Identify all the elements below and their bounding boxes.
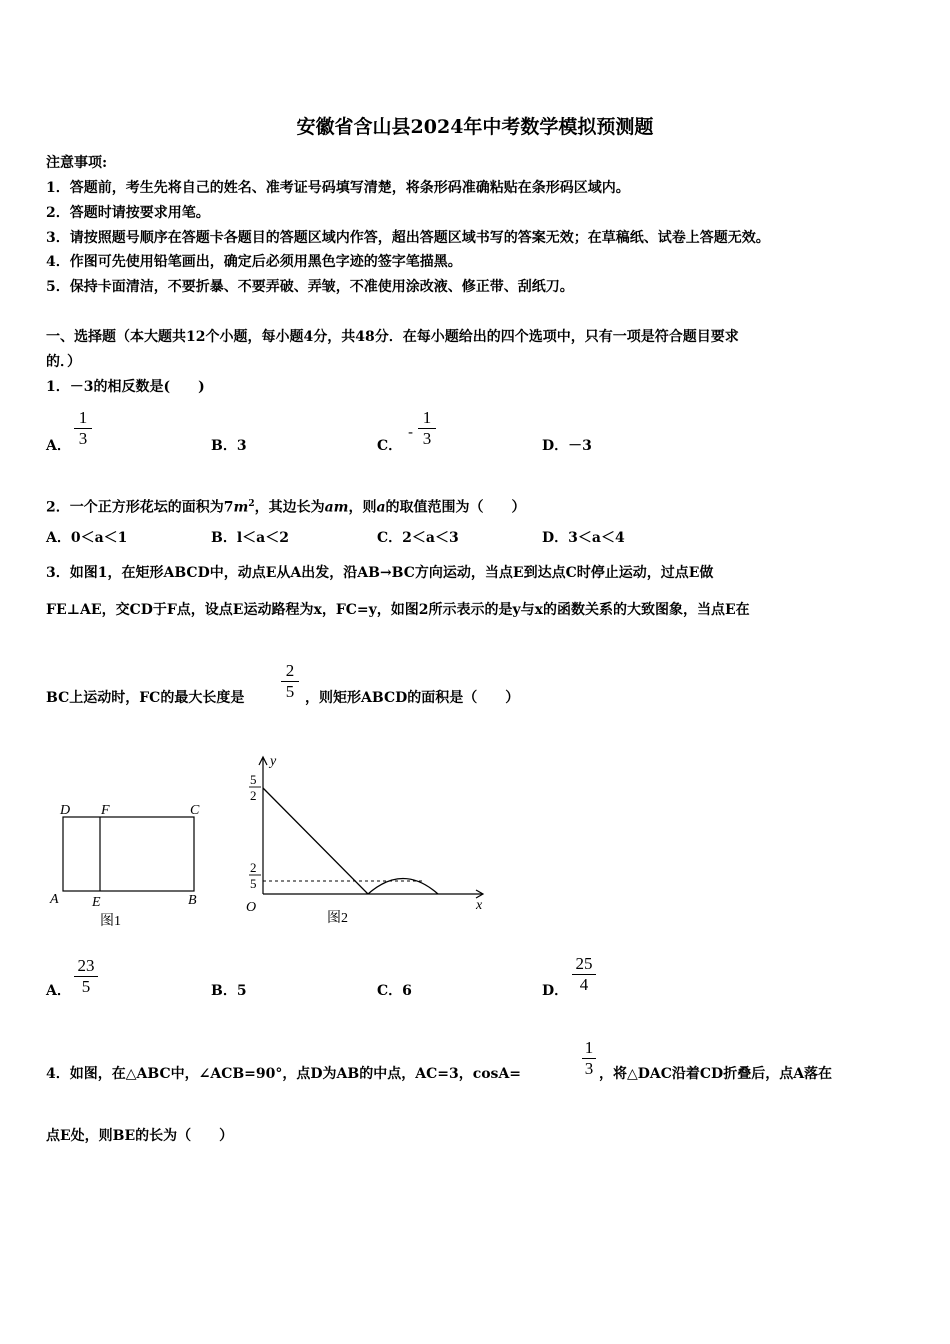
q3-stem-line3a: BC上运动时，FC的最大长度是 <box>46 690 245 706</box>
q2-option-c: C．2＜a＜3 <box>377 530 459 546</box>
label-a: A <box>50 892 59 907</box>
q2-option-b: B．l＜a＜2 <box>211 530 289 546</box>
section-heading: 一、选择题（本大题共12个小题，每小题4分，共48分．在每小题给出的四个选项中，只有一项是符合题目要求 <box>46 329 739 345</box>
q4-cos-fraction: 1 3 <box>582 1039 596 1078</box>
rectangle-abcd <box>63 817 194 891</box>
q1-option-a-label: A． <box>46 438 71 454</box>
notice-item: 1．答题前，考生先将自己的姓名、准考证号码填写清楚，将条形码准确粘贴在条形码区域内。 <box>46 180 630 196</box>
q3-stem-line3b: ，则矩形ABCD的面积是（ ） <box>305 690 520 706</box>
origin-label: O <box>246 900 257 915</box>
q3-stem-line1: 3．如图1，在矩形ABCD中，动点E从A出发，沿AB→BC方向运动，当点E到达点C时停止运动，过点E做 <box>46 565 714 581</box>
q4-stem-line2: 点E处，则BE的长为（ ） <box>46 1128 234 1144</box>
q1-option-c-sign: - <box>408 423 414 441</box>
q3-option-a-fraction: 23 5 <box>74 957 98 996</box>
figure-2-caption: 图2 <box>327 911 348 926</box>
notice-item: 2．答题时请按要求用笔。 <box>46 205 210 221</box>
y-tick-top-num: 5 <box>250 772 257 787</box>
q3-max-fraction: 2 5 <box>281 662 299 701</box>
q4-stem-line1b: ，将△DAC沿着CD折叠后，点A落在 <box>599 1066 833 1082</box>
q3-option-d-fraction: 25 4 <box>572 955 596 994</box>
q2-option-a: A．0＜a＜1 <box>46 530 128 546</box>
graph-line-segment <box>263 788 368 894</box>
q1-option-b: B．3 <box>211 438 247 454</box>
q1-option-a-fraction: 1 3 <box>74 409 92 448</box>
label-b: B <box>188 893 197 908</box>
q2-option-d: D．3＜a＜4 <box>542 530 625 546</box>
label-c: C <box>190 803 200 818</box>
y-tick-low-den: 5 <box>250 876 257 891</box>
page-title: 安徽省含山县2024年中考数学模拟预测题 <box>296 116 654 138</box>
section-heading-cont: 的．） <box>46 354 81 370</box>
notice-item: 5．保持卡面清洁，不要折暴、不要弄破、弄皱，不准使用涂改液、修正带、刮纸刀。 <box>46 279 574 295</box>
x-axis-label: x <box>476 898 483 913</box>
y-axis-label: y <box>270 754 277 769</box>
label-e: E <box>92 895 101 910</box>
notice-item: 3．请按照题号顺序在答题卡各题目的答题区域内作答，超出答题区域书写的答案无效；在草稿纸、试卷上答题无效。 <box>46 230 770 246</box>
notice-heading: 注意事项: <box>46 155 108 171</box>
q1-option-d: D．－3 <box>542 438 592 454</box>
y-tick-top-den: 2 <box>250 788 257 803</box>
figure-1-caption: 图1 <box>100 914 121 929</box>
q3-option-c: C．6 <box>377 983 412 999</box>
y-tick-low-num: 2 <box>250 860 257 875</box>
q3-figure-2 <box>240 750 490 935</box>
label-d: D <box>60 803 71 818</box>
q2-stem: 2．一个正方形花坛的面积为$7m^2$，其边长为am，则a的取值范围为（ ） <box>46 499 526 516</box>
q1-stem: 1．－3的相反数是( ) <box>46 379 205 395</box>
q3-option-a-label: A． <box>46 983 71 999</box>
q3-stem-line2: FE⊥AE，交CD于F点，设点E运动路程为x，FC=y，如图2所示表示的是y与x的函数关系的大致图象，当点E在 <box>46 602 750 618</box>
q4-stem-line1a: 4．如图，在△ABC中，∠ACB=90°，点D为AB的中点，AC=3，cosA= <box>46 1066 522 1082</box>
notice-item: 4．作图可先使用铅笔画出，确定后必须用黑色字迹的签字笔描黑。 <box>46 254 462 270</box>
q3-figure-1 <box>40 790 220 935</box>
label-f: F <box>101 803 110 818</box>
q3-option-d-label: D． <box>542 983 569 999</box>
q1-option-c-label: C． <box>377 438 403 454</box>
q3-option-b: B．5 <box>211 983 247 999</box>
q1-option-c-fraction: 1 3 <box>418 409 436 448</box>
